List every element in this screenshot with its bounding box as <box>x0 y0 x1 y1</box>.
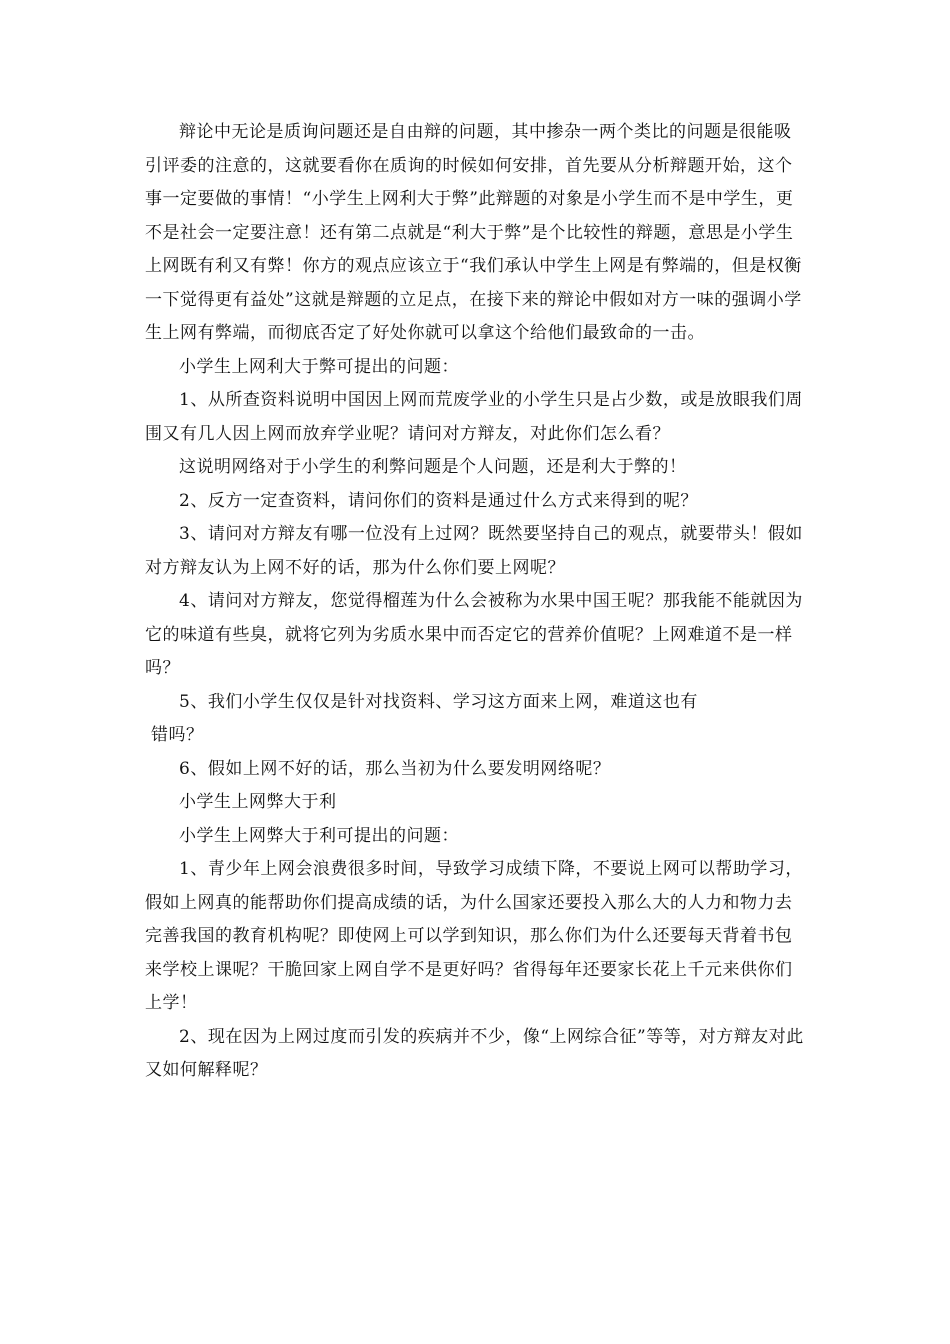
con-questions-heading: 小学生上网弊大于利可提出的问题： <box>179 825 459 846</box>
pro-question-3: 3、请问对方辩友有哪一位没有上过网？既然要坚持自己的观点，就要带头！假如对方辩友认为上网不好的话，那为什么你们要上网呢？ <box>145 524 803 578</box>
con-section-title: 小学生上网弊大于利 <box>179 792 337 812</box>
pro-question-1: 1、从所查资料说明中国因上网而荒废学业的小学生只是占少数，或是放眼我们周围又有几人因上网而放弃学业呢？请问对方辩友，对此你们怎么看？ <box>145 390 803 444</box>
document-body <box>145 116 805 1088</box>
pro-question-5-continued: 错吗？ <box>151 725 204 745</box>
con-question-1: 1、青少年上网会浪费很多时间，导致学习成绩下降，不要说上网可以帮助学习，假如上网真的能帮助你们提高成绩的话，为什么国家还要投入那么大的人力和物力去完善我国的教育机构呢？即使网上可以学到知识，那么你们为什么还要每天背着书包来学校上课呢？干脆回家上网自学不是更好吗？省得每年还要家长花上千元来供你们上学！ <box>145 859 803 1013</box>
pro-question-1-note: 这说明网络对于小学生的利弊问题是个人问题，还是利大于弊的！ <box>179 457 687 477</box>
pro-question-5: 5、我们小学生仅仅是针对找资料、学习这方面来上网，难道这也有 <box>179 691 698 712</box>
pro-question-6: 6、假如上网不好的话，那么当初为什么要发明网络呢？ <box>179 758 611 779</box>
pro-questions-heading: 小学生上网利大于弊可提出的问题： <box>179 356 459 377</box>
con-question-2: 2、现在因为上网过度而引发的疾病并不少，像“上网综合征”等等，对方辩友对此又如何解释呢？ <box>145 1026 804 1080</box>
pro-question-2: 2、反方一定查资料，请问你们的资料是通过什么方式来得到的呢？ <box>179 490 698 511</box>
pro-question-4: 4、请问对方辩友，您觉得榴莲为什么会被称为水果中国王呢？那我能不能就因为它的味道有些臭，就将它列为劣质水果中而否定它的营养价值呢？上网难道不是一样吗？ <box>145 591 803 678</box>
intro-paragraph: 辩论中无论是质询问题还是自由辩的问题，其中掺杂一两个类比的问题是很能吸引评委的注意的，这就要看你在质询的时候如何安排，首先要从分析辩题开始，这个事一定要做的事情！“小学生上网利大于弊”此辩题的对象是小学生而不是中学生，更不是社会一定要注意！还有第二点就是“利大于弊”是个比较性的辩题，意思是小学生上网既有利又有弊！你方的观点应该立于“我们承认中学生上网是有弊端的，但是权衡一下觉得更有益处”这就是辩题的立足点，在接下来的辩论中假如对方一味的强调小学生上网有弊端，而彻底否定了好处你就可以拿这个给他们最致命的一击。 <box>145 122 802 343</box>
